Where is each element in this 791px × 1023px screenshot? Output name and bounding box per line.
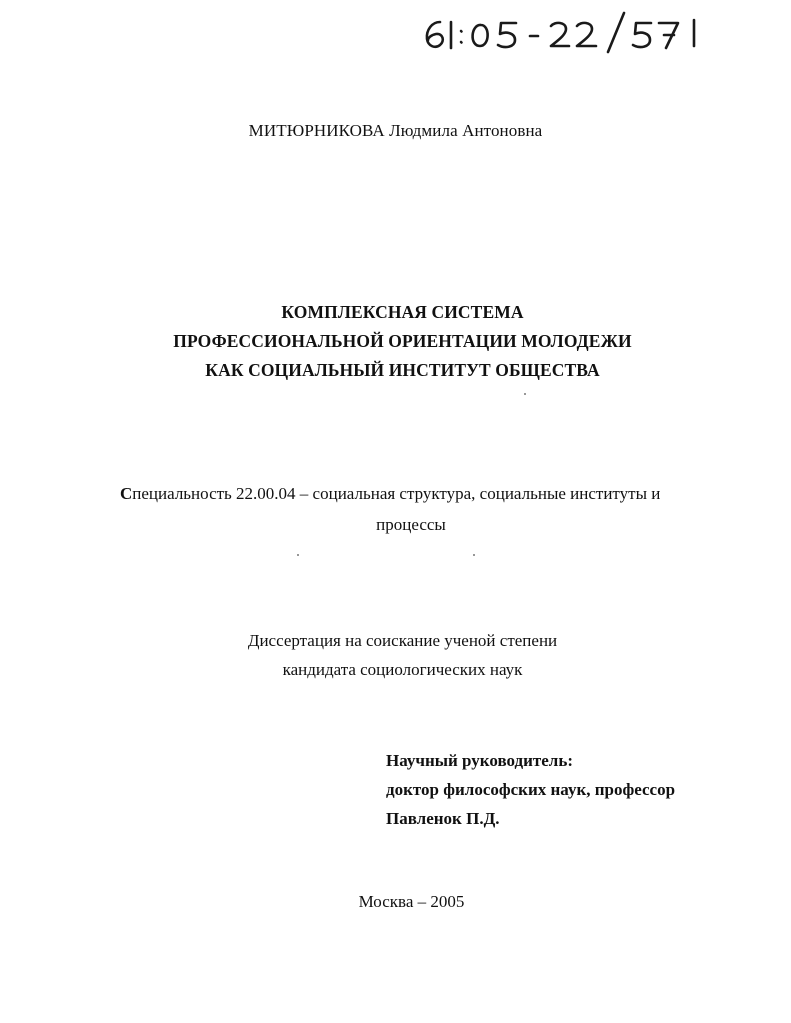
degree-line-1: Диссертация на соискание ученой степени xyxy=(247,631,558,650)
specialty-line-2: процессы xyxy=(376,515,446,534)
scan-speck xyxy=(524,393,526,395)
scan-speck xyxy=(473,554,475,556)
degree-line-2: кандидата социологических наук xyxy=(282,660,523,679)
scan-speck xyxy=(297,554,299,556)
specialty-text: пециальность 22.00.04 – социальная структура, социальные институты и xyxy=(132,484,661,503)
advisor-name: Павленок П.Д. xyxy=(386,809,500,828)
title-line: ПРОФЕССИОНАЛЬНОЙ ОРИЕНТАЦИИ МОЛОДЕЖИ xyxy=(173,331,632,351)
advisor-label: Научный руководитель: xyxy=(386,751,573,770)
handwritten-archive-code xyxy=(418,8,718,54)
specialty-block xyxy=(120,478,700,540)
advisor-block xyxy=(386,746,675,833)
title-line: КАК СОЦИАЛЬНЫЙ ИНСТИТУТ ОБЩЕСТВА xyxy=(205,360,600,380)
specialty-line-1 xyxy=(120,478,700,509)
dissertation-title xyxy=(0,298,791,385)
degree-block xyxy=(0,626,791,684)
city-year: Москва – 2005 xyxy=(358,892,465,911)
specialty-initial: С xyxy=(120,484,133,503)
advisor-title: доктор философских наук, профессор xyxy=(386,780,676,799)
title-line: КОМПЛЕКСНАЯ СИСТЕМА xyxy=(281,302,524,322)
author-name: МИТЮРНИКОВА Людмила Антоновна xyxy=(248,121,543,140)
